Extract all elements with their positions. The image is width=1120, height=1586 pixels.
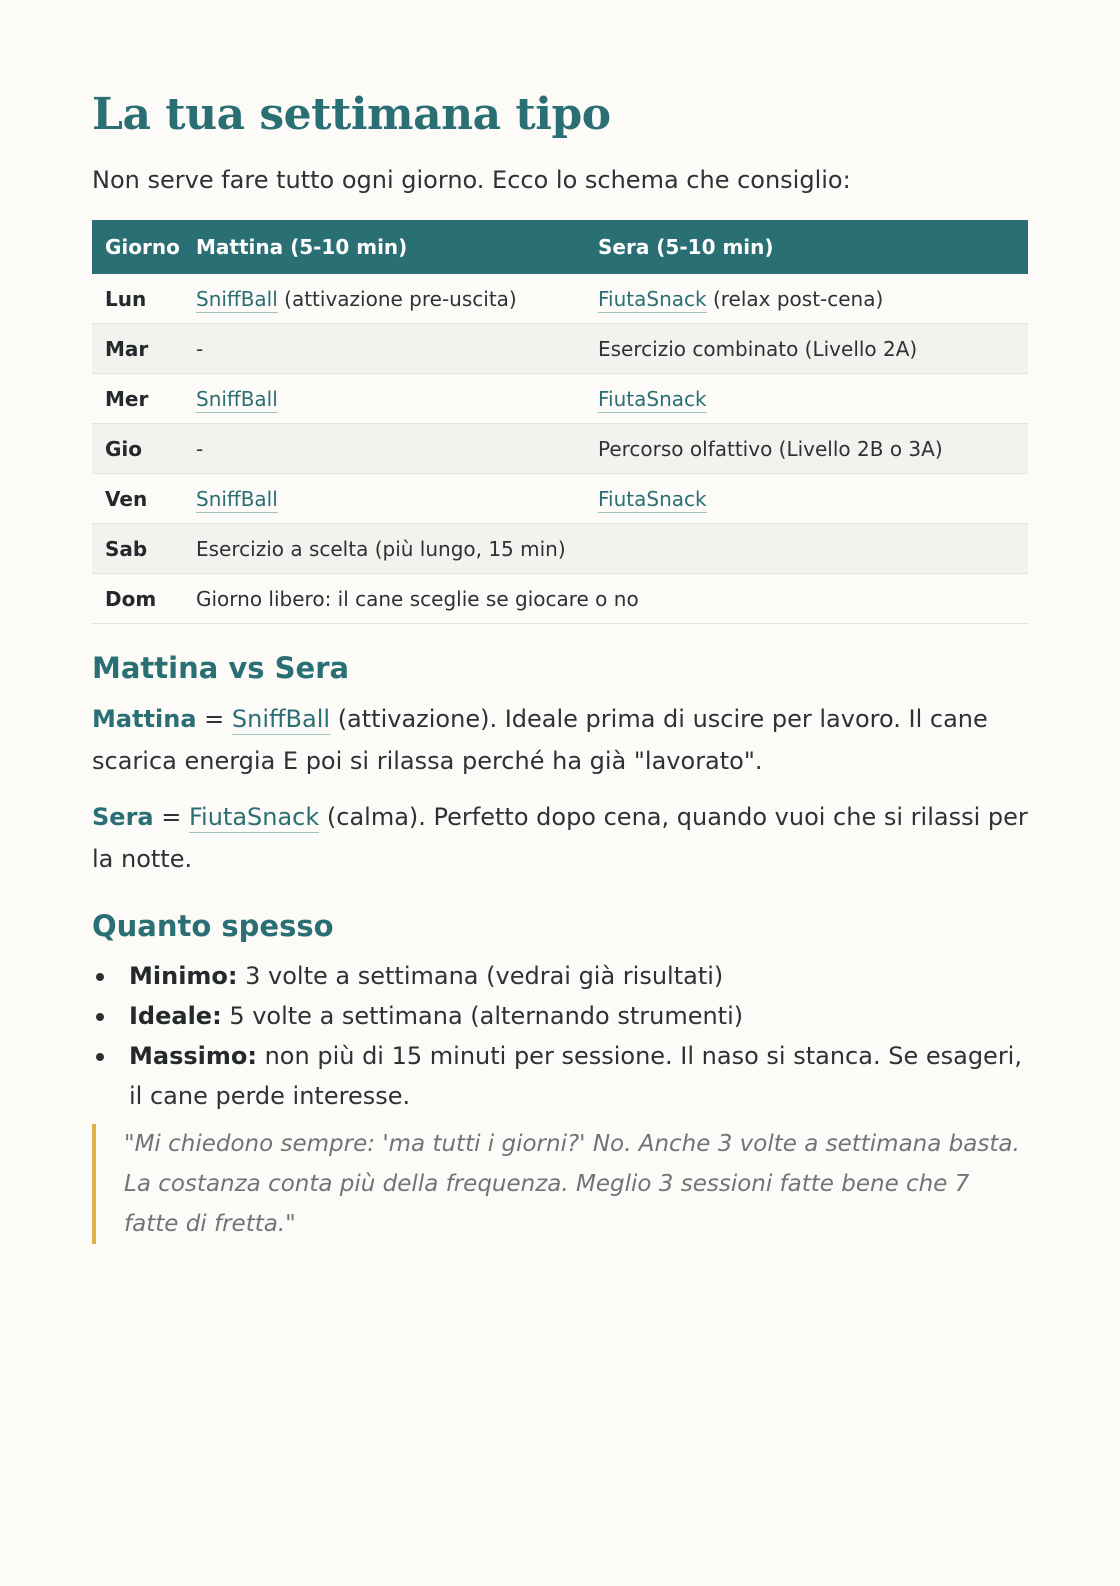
morning-cell [183, 474, 585, 524]
equals-sign: = [153, 803, 189, 831]
bullet-icon [96, 1013, 104, 1021]
morning-label: Mattina [92, 705, 197, 733]
day-cell: Ven [92, 474, 183, 524]
sniffball-link[interactable]: SniffBall [196, 286, 278, 311]
intro-text: Non serve fare tutto ogni giorno. Ecco lo schema che consiglio: [92, 166, 851, 194]
day-cell: Gio [92, 424, 183, 474]
header-day: Giorno [92, 220, 183, 274]
morning-cell: - [183, 324, 585, 374]
evening-cell: Percorso olfattivo (Livello 2B o 3A) [585, 424, 1028, 474]
item-text: non più di 15 minuti per sessione. Il naso si stanca. Se esageri, il cane perde interesse. [129, 1042, 1022, 1110]
evening-cell [585, 274, 1028, 324]
equals-sign: = [196, 705, 232, 733]
table-row [92, 524, 1028, 574]
morning-cell: - [183, 424, 585, 474]
morning-cell [183, 274, 585, 324]
quote-block: "Mi chiedono sempre: 'ma tutti i giorni?' No. Anche 3 volte a settimana basta. La costanza conta più della frequenza. Meglio 3 sessioni fatte bene che 7 fatte di fretta." [92, 1124, 1024, 1244]
morning-note: (attivazione pre-uscita) [277, 286, 517, 311]
page-title: La tua settimana tipo [92, 89, 611, 140]
day-cell: Dom [92, 574, 183, 624]
bullet-icon [96, 1053, 104, 1061]
day-cell: Mer [92, 374, 183, 424]
table-row [92, 374, 1028, 424]
evening-paragraph [92, 796, 1028, 880]
morning-paragraph [92, 698, 1028, 782]
sniffball-link[interactable]: SniffBall [196, 486, 278, 511]
section-heading-morning-evening: Mattina vs Sera [92, 651, 350, 685]
item-label: Massimo: [129, 1042, 257, 1070]
list-item [92, 1036, 1028, 1116]
list-item [92, 996, 1028, 1036]
item-text: 3 volte a settimana (vedrai già risultati) [237, 962, 724, 990]
item-label: Ideale: [129, 1002, 222, 1030]
evening-label: Sera [92, 803, 154, 831]
evening-cell: Esercizio combinato (Livello 2A) [585, 324, 1028, 374]
table-row [92, 324, 1028, 374]
header-morning: Mattina (5-10 min) [183, 220, 585, 274]
list-item [92, 956, 1028, 996]
bullet-icon [96, 973, 104, 981]
morning-description: (attivazione). Ideale prima di uscire per lavoro. Il cane scarica energia E poi si rilassa perché ha già "lavorato". [92, 705, 988, 775]
day-cell: Lun [92, 274, 183, 324]
evening-cell [585, 374, 1028, 424]
fiutasnack-link[interactable]: FiutaSnack [598, 486, 707, 511]
table-row [92, 474, 1028, 524]
sniffball-link[interactable]: SniffBall [196, 386, 278, 411]
span-cell: Giorno libero: il cane sceglie se giocare o no [183, 574, 1028, 624]
evening-note: (relax post-cena) [706, 286, 884, 311]
sniffball-link[interactable]: SniffBall [231, 705, 331, 733]
table-row [92, 424, 1028, 474]
item-text: 5 volte a settimana (alternando strumenti) [221, 1002, 744, 1030]
span-cell: Esercizio a scelta (più lungo, 15 min) [183, 524, 1028, 574]
day-cell: Mar [92, 324, 183, 374]
table-header-row [92, 220, 1028, 274]
morning-cell [183, 374, 585, 424]
table-row [92, 574, 1028, 624]
header-evening: Sera (5-10 min) [585, 220, 1028, 274]
evening-description: (calma). Perfetto dopo cena, quando vuoi che si rilassi per la notte. [92, 803, 1028, 873]
item-label: Minimo: [129, 962, 238, 990]
fiutasnack-link[interactable]: FiutaSnack [598, 386, 707, 411]
table-row [92, 274, 1028, 324]
section-heading-frequency: Quanto spesso [92, 909, 334, 943]
evening-cell [585, 474, 1028, 524]
fiutasnack-link[interactable]: FiutaSnack [598, 286, 707, 311]
fiutasnack-link[interactable]: FiutaSnack [188, 803, 320, 831]
weekly-schedule-table [92, 220, 1028, 624]
day-cell: Sab [92, 524, 183, 574]
frequency-list [92, 956, 1028, 1116]
